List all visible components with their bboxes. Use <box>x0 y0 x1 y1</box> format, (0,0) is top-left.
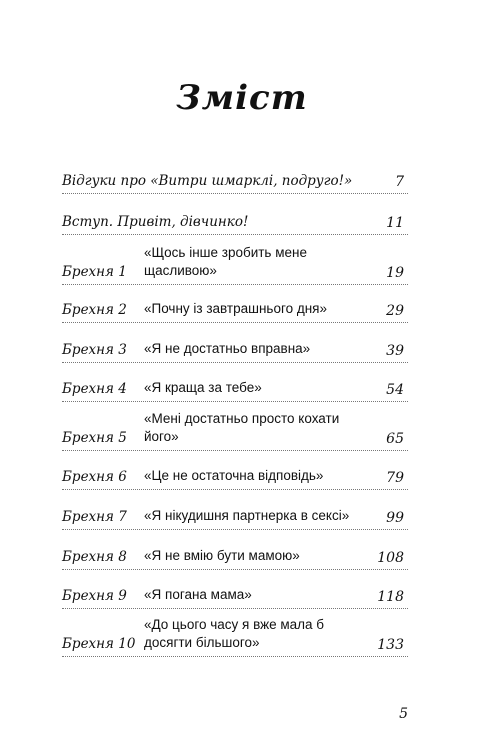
chapter-label: Брехня 5 <box>62 430 127 446</box>
toc-chapter-9 <box>62 582 408 609</box>
chapter-title: «Я краща за тебе» <box>144 380 262 395</box>
toc-chapter-2 <box>62 296 408 323</box>
chapter-label: Брехня 4 <box>62 381 127 397</box>
toc-page-number: 39 <box>386 343 404 359</box>
chapter-label: Брехня 1 <box>62 264 127 280</box>
toc-chapter-10 <box>62 616 408 657</box>
chapter-title: «Це не остаточна відповідь» <box>144 468 324 483</box>
chapter-label: Брехня 2 <box>62 302 127 318</box>
toc-page-number: 29 <box>386 303 404 319</box>
chapter-label: Брехня 6 <box>62 469 127 485</box>
toc-page-number: 79 <box>386 470 404 486</box>
toc-chapter-4 <box>62 375 408 402</box>
chapter-label: Брехня 10 <box>62 636 136 652</box>
toc-entry-title: Відгуки про «Витри шмарклі, подруго!» <box>62 173 353 189</box>
chapter-title: «Мені достатньо просто кохати його» <box>144 411 340 444</box>
chapter-title: «Почну із завтрашнього дня» <box>144 301 327 316</box>
toc-page-number: 108 <box>377 550 404 566</box>
toc-entry-title: Вступ. Привіт, дівчинко! <box>62 214 249 230</box>
toc-page-number: 99 <box>386 510 404 526</box>
toc-page-number: 118 <box>377 589 404 605</box>
chapter-label: Брехня 7 <box>62 509 127 525</box>
toc-chapter-6 <box>62 463 408 490</box>
page-title: Зміст <box>176 78 308 118</box>
toc-page-number: 7 <box>395 174 404 190</box>
toc-chapter-5 <box>62 410 408 451</box>
toc-page-number: 19 <box>386 265 404 281</box>
toc-entry-reviews <box>62 168 408 194</box>
chapter-title: «Я не достатньо вправна» <box>144 341 311 356</box>
chapter-label: Брехня 8 <box>62 549 127 565</box>
chapter-label: Брехня 3 <box>62 342 127 358</box>
chapter-title: «До цього часу я вже мала б досягти більшого» <box>144 617 325 650</box>
chapter-title: «Я не вмію бути мамою» <box>144 548 300 563</box>
toc-chapter-8 <box>62 543 408 570</box>
toc-chapter-7 <box>62 503 408 530</box>
toc-entry-intro <box>62 208 408 235</box>
chapter-title: «Я погана мама» <box>144 587 252 602</box>
toc-page-number: 11 <box>386 215 404 231</box>
toc-page-number: 133 <box>377 637 404 653</box>
chapter-title: «Я нікудишня партнерка в сексі» <box>144 508 350 523</box>
toc-page-number: 54 <box>386 382 404 398</box>
toc-chapter-1 <box>62 244 408 285</box>
page-number: 5 <box>399 706 408 722</box>
toc-page-number: 65 <box>386 431 404 447</box>
chapter-label: Брехня 9 <box>62 588 127 604</box>
toc-chapter-3 <box>62 336 408 363</box>
chapter-title: «Щось інше зробить мене щасливою» <box>144 245 307 278</box>
